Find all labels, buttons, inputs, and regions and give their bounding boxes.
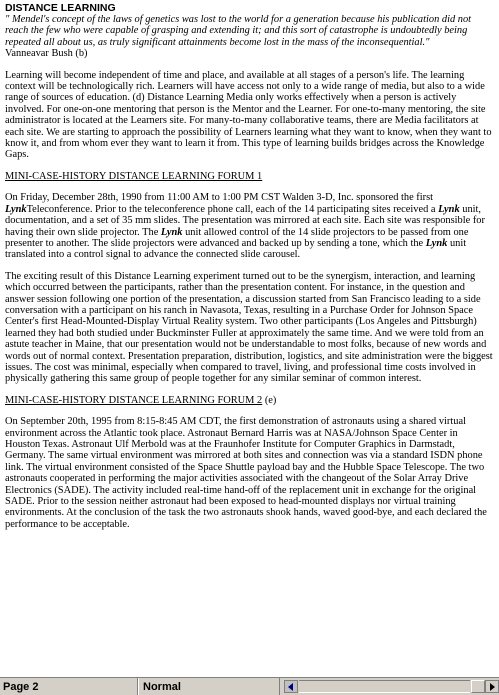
quote-attribution: Vanneavar Bush (b) [5, 48, 88, 60]
forum2-heading: MINI-CASE-HISTORY DISTANCE LEARNING FORUM 2 [5, 394, 263, 406]
text-run: unit allowed control of the 14 slide projectors to be passed from one presenter to another. The slide projectors were advanced and backed up by sending a tone, which the [5, 226, 469, 249]
epigraph-quote: " Mendel's concept of the laws of genetics was lost to the world for a generation because his publication did not reach the few who were capable of grasping and extending it; and this sort of catastrophe is undoubtedly being repeated all about us, as truly significant attainments become lost in the mass of the inconsequential." [5, 14, 472, 48]
text-run: unit translated into a control signal to advance the connected slide carousel. [5, 237, 467, 261]
scroll-thumb[interactable] [471, 680, 485, 693]
forum2-heading-line [5, 395, 495, 406]
forum1-paragraph-2: The exciting result of this Distance Learning experiment turned out to be the synergism, interaction, and learning which occurred between the participants, rather than the presentation content. For instance, in the question and answer session following one portion of the presentation, a discussion started from San Francisco leading to a side conversation with a participant on his ranch in Navasota, Texas, resulting in a Purchase Order for Johnson Space Center's first Head-Mounted-Display Virtual Reality system. Two other participants (Los Angeles and Pittsburgh) learned they had both studied under Buckminster Fuller at approximately the same time. And we were told from an astute teacher in Maine, that our presentation would not be understandable to most folks, because of new words and words out of normal context. Presentation preparation, distribution, logistics, and site administration were the biggest issues. The cost was minimal, especially when compared to travel, living, and professional time costs involved in physically gathering this same group of people together for any similar seminar of common interest. [5, 270, 493, 385]
horizontal-scrollbar[interactable] [280, 678, 499, 695]
forum2-reference: (e) [262, 394, 277, 406]
left-arrow-icon[interactable] [284, 680, 298, 693]
lynk-term: Lynk [160, 226, 183, 238]
text-run: On Friday, December 28th, 1990 from 11:00 AM to 1:00 PM CST Walden 3-D, Inc. sponsored the first [5, 192, 434, 204]
style-indicator[interactable]: Normal [138, 678, 280, 695]
text-run: Teleconference. Prior to the teleconference phone call, each of the 14 participating sites received a [26, 203, 439, 215]
page-indicator: Page 2 [0, 678, 138, 695]
forum1-heading: MINI-CASE-HISTORY DISTANCE LEARNING FORUM 1 [5, 170, 263, 182]
right-arrow-icon[interactable] [485, 680, 499, 693]
lynk-term: Lynk [438, 203, 460, 215]
intro-paragraph: Learning will become independent of time and place, and available at all stages of a person's life. The learning context will be technologically rich. Learners will have access not only to a wide range of media, but also to a wide range of sources of education. (d) Distance Learning Media only works effectively when a person is actively involved. For one-on-one mentoring that person is the Mentor and the Learner. For one-to-many mentoring, the site administrator is located at the Learners site. For many-to-many collaborative teams, there are Media facilitators at each site. We are starting to approach the possibility of Learners learning what they want to know, when they want to know it, and from whom ever they want to learn it from. This type of learning builds bridges across the Knowledge Gaps. [5, 69, 492, 161]
document-title: DISTANCE LEARNING [5, 2, 116, 14]
scroll-track[interactable] [299, 680, 470, 693]
lynk-term: Lynk [425, 237, 448, 249]
lynk-term: Lynk [5, 203, 27, 215]
text-run: unit, documentation, and a set of 35 mm slides. The presentation was mirrored at each site. Each site was responsible for having their own slide projector. The [5, 203, 485, 238]
status-bar [0, 677, 499, 695]
forum1-paragraph-1 [5, 192, 495, 260]
forum2-paragraph-1: On September 20th, 1995 from 8:15-8:45 AM CDT, the first demonstration of astronauts using a shared virtual environment across the Atlantic took place. Astronaut Bernard Harris was at NASA/Johnson Space Center in Houston Texas. Astronaut Ulf Merbold was at the Fraunhofer Institute for Computer Graphics in Darmstadt, Germany. The same virtual environment was mirrored at both sites and connection was via a standard ISDN phone link. The virtual environment consisted of the Space Shuttle payload bay and the Hubble Space Telescope. The two astronauts cooperated in performing the major activities associated with the changeout of the Solar Array Drive Electronics (SADE). The activity included real-time hand-off of the replacement unit in exchange for the original SADE. Prior to the session neither astronaut had been exposed to head-mounted displays nor virtual training environments. At the conclusion of the task the two astronauts shook hands, waved good-bye, and each declared the performance to be acceptable. [5, 416, 487, 530]
